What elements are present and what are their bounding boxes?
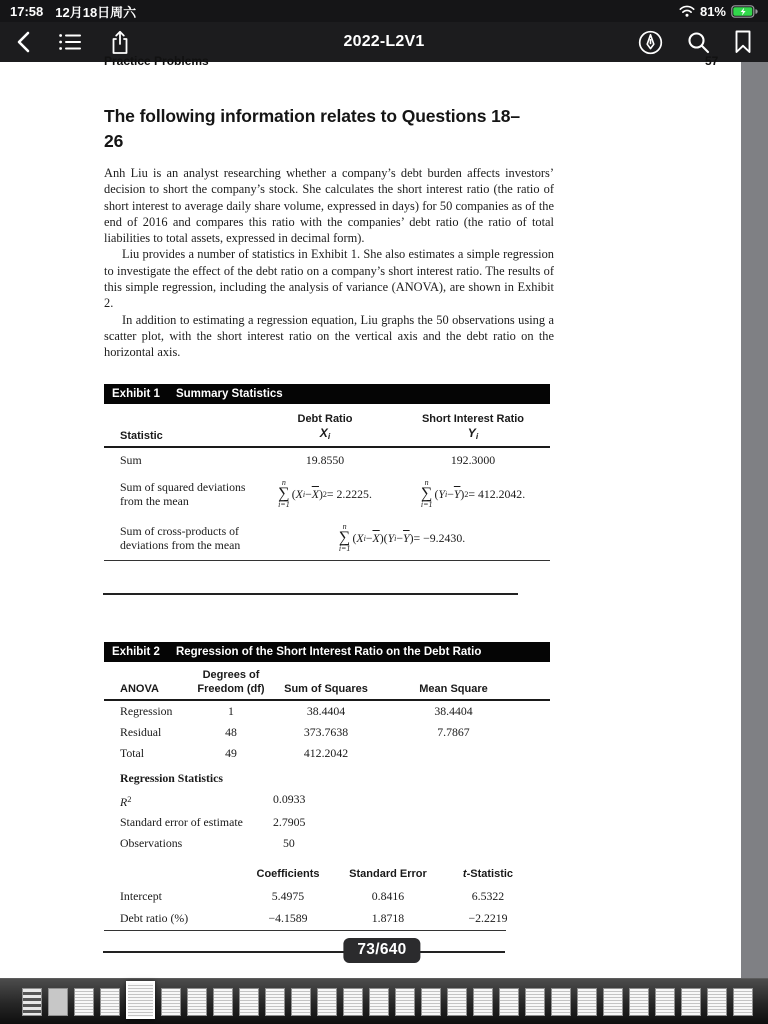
- section-divider: [103, 951, 505, 953]
- page-thumbnail[interactable]: [48, 988, 68, 1016]
- page-thumbnail[interactable]: [603, 988, 623, 1016]
- thumbnail-strip[interactable]: [0, 978, 768, 1024]
- page-thumbnail[interactable]: [265, 988, 285, 1016]
- page-thumbnail[interactable]: [343, 988, 363, 1016]
- page-thumbnail[interactable]: [551, 988, 571, 1016]
- page-indicator-badge: 73/640: [343, 938, 420, 963]
- date-label: 12月18日周六: [55, 4, 137, 20]
- page-thumbnail[interactable]: [395, 988, 415, 1016]
- stat-row-observations: Observations 50: [120, 836, 295, 850]
- table-row: Regression 1 38.4404 38.4404: [120, 704, 473, 718]
- document-title: 2022-L2V1: [343, 33, 425, 50]
- page-thumbnail[interactable]: [733, 988, 753, 1016]
- back-button[interactable]: [16, 30, 30, 54]
- running-header: Practice Problems: [104, 54, 209, 68]
- page-thumbnail[interactable]: [291, 988, 311, 1016]
- exhibit-2-header-bar: [104, 642, 550, 662]
- pdf-page: [0, 54, 741, 978]
- pen-circle-icon: [638, 30, 663, 55]
- page-thumbnail[interactable]: [473, 988, 493, 1016]
- clock-label: 17:58: [10, 3, 44, 19]
- outline-button[interactable]: [58, 32, 82, 52]
- battery-charging-icon: [731, 5, 758, 18]
- share-icon: [110, 30, 130, 55]
- page-thumbnail[interactable]: [629, 988, 649, 1016]
- exhibit-1-header-bar: [104, 384, 550, 404]
- search-icon: [687, 31, 710, 54]
- battery-percent-label: 81%: [699, 3, 726, 19]
- regression-statistics-title: Regression Statistics: [120, 771, 223, 785]
- exhibit-2: [104, 642, 550, 931]
- section-heading: The following information relates to Questions 18–26: [104, 106, 521, 151]
- stat-row-r-squared: $R^2$ 0.0933: [120, 792, 306, 809]
- col-header-debt-ratio: Debt Ratio Xi: [297, 413, 353, 441]
- page-thumbnail[interactable]: [655, 988, 675, 1016]
- status-bar: [0, 0, 768, 22]
- page-thumbnail[interactable]: [525, 988, 545, 1016]
- exhibit-1: [104, 384, 550, 561]
- body-text: [104, 165, 554, 361]
- page-thumbnail[interactable]: [22, 988, 42, 1016]
- paragraph: Anh Liu is an analyst researching whether a company’s debt burden affects investors’ decision to short the company’s stock. She calculates the short interest ratio (the ratio of short interest to average daily share volume, expressed in days) for 50 companies as of the end of 2016 and compares this ratio with the companies’ debt ratio (the ratio of total liabilities to total assets, expressed in decimal form).: [104, 166, 554, 246]
- page-thumbnail[interactable]: [161, 988, 181, 1016]
- page-thumbnail[interactable]: [421, 988, 441, 1016]
- anova-column-headers: ANOVA Degrees of Freedom (df) Sum of Squares Mean Square: [104, 662, 550, 701]
- page-thumbnail[interactable]: [213, 988, 233, 1016]
- page-thumbnail[interactable]: [369, 988, 389, 1016]
- share-button[interactable]: [110, 30, 130, 55]
- search-button[interactable]: [687, 31, 710, 54]
- page-thumbnail[interactable]: [707, 988, 727, 1016]
- page-thumbnail[interactable]: [681, 988, 701, 1016]
- stat-row-standard-error: Standard error of estimate 2.7905: [120, 815, 306, 829]
- page-thumbnail[interactable]: [447, 988, 467, 1016]
- paragraph: In addition to estimating a regression equation, Liu graphs the 50 observations using a scatter plot, with the short interest ratio on the vertical axis and the debt ratio on the horizontal axis.: [104, 312, 554, 360]
- table-row: Total 49 412.2042: [120, 746, 349, 760]
- col-header-statistic: Statistic: [120, 429, 163, 442]
- page-thumbnail[interactable]: [577, 988, 597, 1016]
- annotate-button[interactable]: [638, 30, 663, 55]
- exhibit-1-column-headers: [104, 404, 550, 448]
- section-divider: [103, 593, 518, 595]
- page-thumbnail[interactable]: [499, 988, 519, 1016]
- page-thumbnail-current[interactable]: [126, 981, 155, 1019]
- formula-sum-squared-y: n ∑ i=1 ( Y i − $\overline{Y}$ ) 2 = 412.2042.: [420, 478, 526, 509]
- table-row: Debt ratio (%) −4.1589 1.8718 −2.2219: [120, 911, 508, 925]
- table-row: Intercept 5.4975 0.8416 6.5322: [120, 889, 505, 903]
- table-row-sum: Sum 19.8550 192.3000: [120, 453, 496, 467]
- exhibit-2-label: Exhibit 2: [112, 646, 160, 658]
- table-row-cross-products: Sum of cross-products of deviations from the mean n ∑ i=1 ( X i − $\overline{X}$ ) ( Y i − $\overline{Y}$ ) = −9.2430.: [104, 516, 550, 561]
- coefficients-column-headers: Coefficients Standard Error t-Statistic: [256, 868, 514, 880]
- list-icon: [58, 32, 82, 52]
- exhibit-1-label: Exhibit 1: [112, 388, 160, 400]
- exhibit-1-title: Summary Statistics: [175, 388, 283, 400]
- page-thumbnail[interactable]: [239, 988, 259, 1016]
- paragraph: Liu provides a number of statistics in Exhibit 1. She also estimates a simple regression to investigate the effect of the debt ratio on a company’s short interest ratio. The results of this simple regression, including the analysis of variance (ANOVA), are shown in Exhibit 2.: [104, 247, 554, 311]
- col-header-short-interest-ratio: Short Interest Ratio Yi: [421, 413, 525, 441]
- coefficients-table: [104, 868, 538, 931]
- document-viewport[interactable]: [0, 54, 768, 978]
- formula-cross-products: n ∑ i=1 ( X i − $\overline{X}$ ) ( Y i − $\overline{Y}$ ) = −9.2430.: [338, 522, 466, 553]
- formula-sum-squared-x: n ∑ i=1 ( X i − $\overline{X}$ ) 2 = 2.2225.: [278, 478, 372, 509]
- table-row: Residual 48 373.7638 7.7867: [120, 725, 470, 739]
- bookmark-button[interactable]: [734, 30, 752, 54]
- bookmark-icon: [734, 30, 752, 54]
- table-row-squared-deviations: Sum of squared deviations from the mean n ∑ i=1 ( X i − $\overline{X}$ ) 2 = 2.2225. n ∑ i=1 ( Y i − $\overline{Y}$ ) 2 = 412.2042.: [120, 478, 526, 509]
- exhibit-2-title: Regression of the Short Interest Ratio on the Debt Ratio: [175, 646, 482, 658]
- page-thumbnail[interactable]: [187, 988, 207, 1016]
- page-thumbnail[interactable]: [74, 988, 94, 1016]
- wifi-icon: [679, 5, 695, 17]
- page-thumbnail[interactable]: [317, 988, 337, 1016]
- running-page-number: 57: [705, 54, 719, 68]
- page-thumbnail[interactable]: [100, 988, 120, 1016]
